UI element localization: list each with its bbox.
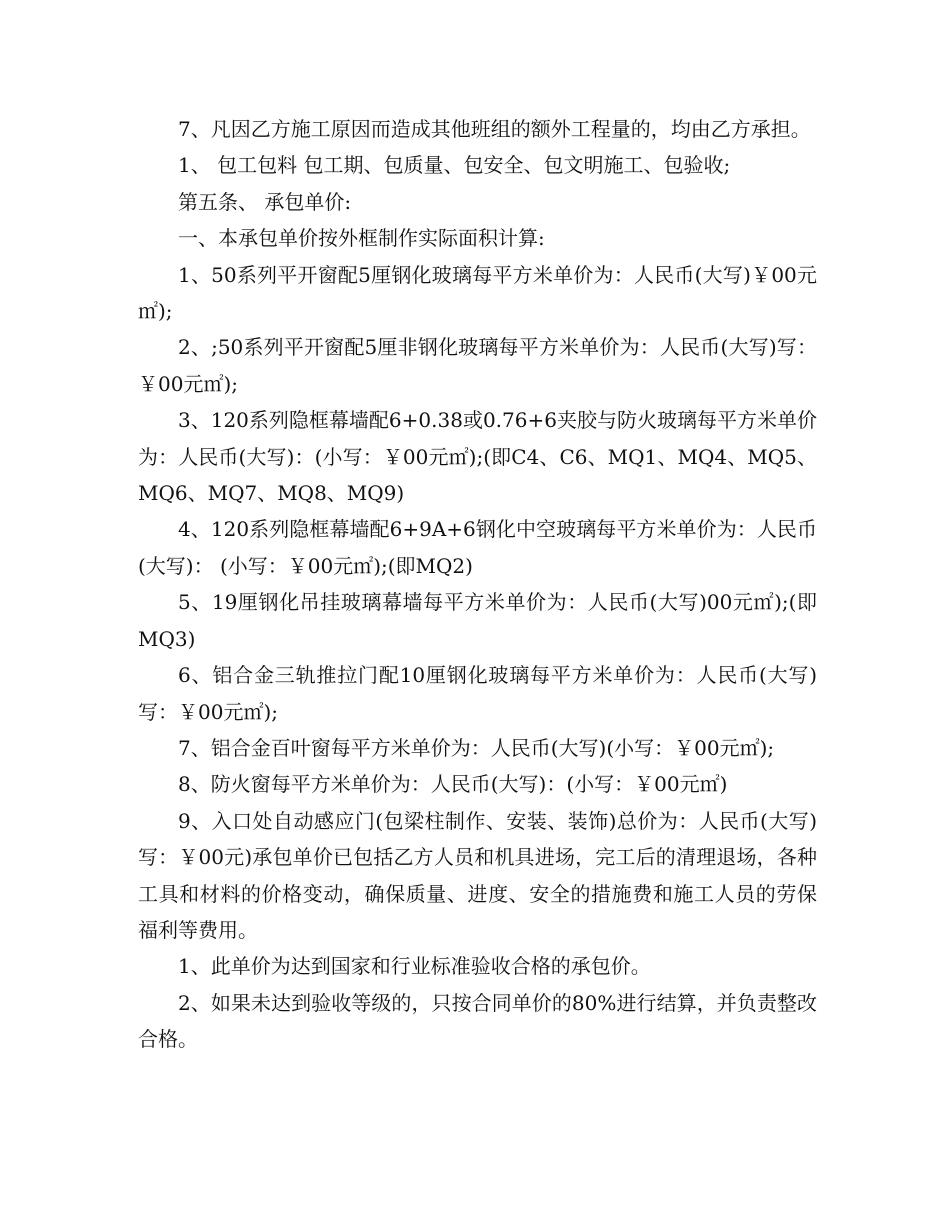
- price-item-9: 9、入口处自动感应门(包梁柱制作、安装、装饰)总价为：人民币(大写)写：￥00元)承包单价已包括乙方人员和机具进场，完工后的清理退场，各种工具和材料的价格变动，确保质量、进度、安全的措施费和施工人员的劳保福利等费用。: [138, 808, 817, 942]
- price-item-1: 1、50系列平开窗配5厘钢化玻璃每平方米单价为：人民币(大写)￥00元㎡);: [138, 262, 817, 324]
- note-item-2: 2、如果未达到验收等级的，只按合同单价的80%进行结算，并负责整改合格。: [138, 990, 817, 1052]
- price-item-8: 8、防火窗每平方米单价为：人民币(大写)：(小写：￥00元㎡): [178, 772, 728, 797]
- note-item-1: 1、此单价为达到国家和行业标准验收合格的承包价。: [178, 954, 651, 979]
- price-item-6: 6、铝合金三轨推拉门配10厘钢化玻璃每平方米单价为：人民币(大写)写：￥00元㎡);: [138, 663, 817, 724]
- price-item-3: 3、120系列隐框幕墙配6+0.38或0.76+6夹胶与防火玻璃每平方米单价为：人民币(大写)：(小写：￥00元㎡);(即C4、C6、MQ1、MQ4、MQ5、MQ6、MQ7、MQ8、MQ9): [138, 408, 817, 506]
- price-item-4: 4、120系列隐框幕墙配6+9A+6钢化中空玻璃每平方米单价为：人民币(大写)： (小写：￥00元㎡);(即MQ2): [138, 517, 817, 578]
- paragraph-pricing-basis: 一、本承包单价按外框制作实际面积计算:: [178, 226, 545, 251]
- section-heading-article-5: 第五条、 承包单价:: [178, 189, 352, 214]
- price-item-7: 7、铝合金百叶窗每平方米单价为：人民币(大写)(小写：￥00元㎡);: [178, 735, 775, 760]
- paragraph-contract-scope: 1、 包工包料 包工期、包质量、包安全、包文明施工、包验收;: [178, 153, 731, 178]
- price-item-5: 5、19厘钢化吊挂玻璃幕墙每平方米单价为：人民币(大写)00元㎡);(即MQ3): [138, 590, 817, 651]
- price-item-2: 2、;50系列平开窗配5厘非钢化玻璃每平方米单价为：人民币(大写)写：￥00元㎡);: [138, 335, 817, 396]
- paragraph-clause-7: 7、凡因乙方施工原因而造成其他班组的额外工程量的，均由乙方承担。: [178, 117, 811, 141]
